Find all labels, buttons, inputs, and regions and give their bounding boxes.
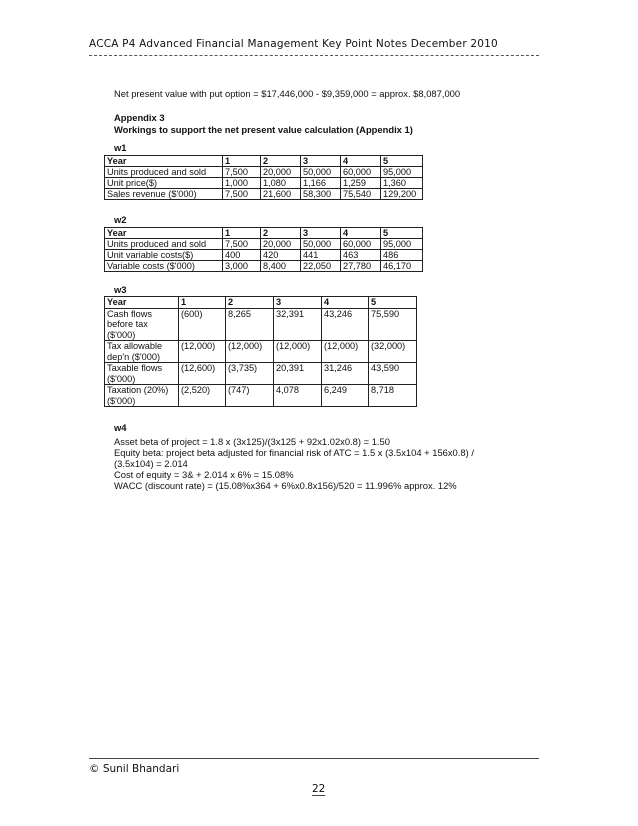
table-cell: 46,170: [381, 261, 423, 272]
table-cell: 50,000: [301, 167, 341, 178]
table-header-cell: 4: [341, 228, 381, 239]
table-cell: 1,360: [381, 178, 423, 189]
table-row: [105, 250, 423, 261]
table-cell: 486: [381, 250, 423, 261]
table-cell: (32,000): [369, 341, 417, 363]
table-cell: Variable costs ($'000): [105, 261, 223, 272]
table-cell: 7,500: [223, 239, 261, 250]
footer-author: © Sunil Bhandari: [89, 763, 180, 775]
table-cell: 60,000: [341, 167, 381, 178]
table-cell: (600): [179, 308, 226, 341]
table-cell: 1,000: [223, 178, 261, 189]
table-cell: 75,540: [341, 189, 381, 200]
w4-workings: [114, 436, 474, 491]
table-cell: 420: [261, 250, 301, 261]
table-cell: 8,718: [369, 385, 417, 407]
table-header-cell: 4: [341, 156, 381, 167]
table-cell: 60,000: [341, 239, 381, 250]
table-row: [105, 189, 423, 200]
w2-table: [104, 227, 423, 272]
w1-label: w1: [114, 142, 127, 153]
table-cell: 1,166: [301, 178, 341, 189]
table-cell: 21,600: [261, 189, 301, 200]
table-cell: 7,500: [223, 189, 261, 200]
appendix-title: Appendix 3: [114, 112, 165, 123]
w1-table: [104, 155, 423, 200]
table-cell: 3,000: [223, 261, 261, 272]
table-cell: 400: [223, 250, 261, 261]
table-row: [105, 167, 423, 178]
table-cell: (2,520): [179, 385, 226, 407]
table-cell: Unit price($): [105, 178, 223, 189]
table-row: [105, 363, 417, 385]
table-cell: Units produced and sold: [105, 239, 223, 250]
table-cell: 27,780: [341, 261, 381, 272]
table-header-cell: 4: [322, 297, 369, 309]
table-header-cell: 1: [223, 156, 261, 167]
table-header-cell: 5: [369, 297, 417, 309]
table-cell: 75,590: [369, 308, 417, 341]
table-cell: 4,078: [274, 385, 322, 407]
table-header-row: [105, 228, 423, 239]
table-cell: 50,000: [301, 239, 341, 250]
table-row: [105, 385, 417, 407]
table-row: [105, 178, 423, 189]
table-header-cell: 5: [381, 228, 423, 239]
table-cell: 463: [341, 250, 381, 261]
table-cell: 20,000: [261, 167, 301, 178]
table-cell: (12,600): [179, 363, 226, 385]
table-header-row: [105, 297, 417, 309]
w4-line: WACC (discount rate) = (15.08%x364 + 6%x0.8x156)/520 = 11.996% approx. 12%: [114, 480, 457, 491]
table-cell: (12,000): [226, 341, 274, 363]
table-cell: 58,300: [301, 189, 341, 200]
table-header-cell: Year: [105, 297, 179, 309]
page-number: [312, 783, 325, 795]
table-cell: 20,391: [274, 363, 322, 385]
table-cell: 8,265: [226, 308, 274, 341]
table-cell: 31,246: [322, 363, 369, 385]
table-cell: Sales revenue ($'000): [105, 189, 223, 200]
table-header-cell: 1: [179, 297, 226, 309]
page-number-text: 22: [312, 783, 326, 795]
table-cell: 1,080: [261, 178, 301, 189]
table-header-cell: Year: [105, 228, 223, 239]
w4-line: Cost of equity = 3& + 2.014 x 6% = 15.08%: [114, 469, 294, 480]
table-cell: 95,000: [381, 167, 423, 178]
table-cell: Taxation (20%) ($'000): [105, 385, 179, 407]
table-cell: 441: [301, 250, 341, 261]
table-cell: Tax allowable dep'n ($'000): [105, 341, 179, 363]
table-header-cell: Year: [105, 156, 223, 167]
w4-label: w4: [114, 422, 127, 433]
table-row: [105, 239, 423, 250]
header-divider: [89, 55, 539, 56]
table-cell: 8,400: [261, 261, 301, 272]
table-header-cell: 3: [301, 228, 341, 239]
table-cell: 20,000: [261, 239, 301, 250]
page-header: ACCA P4 Advanced Financial Management Key Point Notes December 2010: [89, 38, 498, 50]
w4-line: Equity beta: project beta adjusted for financial risk of ATC = 1.5 x (3.5x104 + 156x0.8) /: [114, 447, 474, 458]
table-header-cell: 1: [223, 228, 261, 239]
table-cell: Unit variable costs($): [105, 250, 223, 261]
table-cell: Cash flows before tax ($'000): [105, 308, 179, 341]
npv-statement: Net present value with put option = $17,446,000 - $9,359,000 = approx. $8,087,000: [114, 88, 461, 99]
table-row: [105, 308, 417, 341]
table-cell: 32,391: [274, 308, 322, 341]
table-header-cell: 5: [381, 156, 423, 167]
w3-table: [104, 296, 417, 407]
w3-label: w3: [114, 284, 127, 295]
table-cell: (3,735): [226, 363, 274, 385]
table-header-cell: 2: [261, 156, 301, 167]
table-row: [105, 341, 417, 363]
table-cell: (12,000): [274, 341, 322, 363]
table-cell: (747): [226, 385, 274, 407]
table-cell: 43,246: [322, 308, 369, 341]
table-header-cell: 3: [301, 156, 341, 167]
appendix-subtitle: Workings to support the net present value calculation (Appendix 1): [114, 124, 413, 135]
table-cell: 1,259: [341, 178, 381, 189]
w4-line: Asset beta of project = 1.8 x (3x125)/(3x125 + 92x1.02x0.8) = 1.50: [114, 436, 390, 447]
table-cell: (12,000): [179, 341, 226, 363]
table-header-cell: 3: [274, 297, 322, 309]
table-cell: 7,500: [223, 167, 261, 178]
table-row: [105, 261, 423, 272]
w4-line: (3.5x104) = 2.014: [114, 458, 188, 469]
table-cell: 129,200: [381, 189, 423, 200]
table-cell: Units produced and sold: [105, 167, 223, 178]
footer-divider: [89, 758, 539, 759]
table-header-row: [105, 156, 423, 167]
table-header-cell: 2: [226, 297, 274, 309]
table-cell: 43,590: [369, 363, 417, 385]
table-cell: 22,050: [301, 261, 341, 272]
table-cell: (12,000): [322, 341, 369, 363]
table-cell: 95,000: [381, 239, 423, 250]
table-header-cell: 2: [261, 228, 301, 239]
w2-label: w2: [114, 214, 127, 225]
table-cell: Taxable flows ($'000): [105, 363, 179, 385]
table-cell: 6,249: [322, 385, 369, 407]
